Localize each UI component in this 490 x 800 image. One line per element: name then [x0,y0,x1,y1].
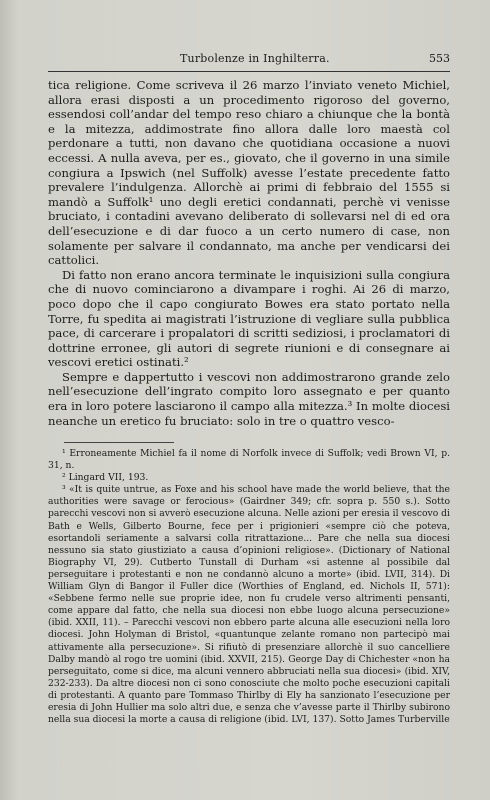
footnote: ¹ Erroneamente Michiel fa il nome di Norfolk invece di Suffolk; vedi Brown VI, p. 31, n. [48,448,450,472]
main-text [48,78,450,428]
footnote-separator [64,442,174,443]
footnote: ² Lingard VII, 193. [62,472,149,484]
running-title: Turbolenze in Inghilterra. [180,52,330,65]
body-paragraph: Sempre e dappertutto i vescovi non addimostrarono grande zelo nell’esecuzione dell’ingrato compito loro assegnato e per quanto era in loro potere lasciarono il campo alla mitezza.³ In molte diocesi neanche un eretico fu bruciato: solo in tre o quattro vesco- [48,369,450,428]
footnote: ³ «It is quite untrue, as Foxe and his school have made the world believe, that the authorities were savage or ferocious» (Gairdner 349; cfr. sopra p. 550 s.). Sotto parecchi vescovi non si avverò esecuzione alcuna. Nelle azioni per eresia il vescovo di Bath e Wells, Gilberto Bourne, fece per i prigionieri «sempre ciò che poteva, esortandoli seriamente a salvarsi colla ritrattazione... Pare che nella sua diocesi nessuno sia stato giustiziato a causa d’opinioni religiose». (Dictionary of National Biography VI, 29). Cutberto Tunstall di Durham «si astenne al possibile dal perseguitare i protestanti e non ne condannò alcuno a morte» (ibid. LVII, 314). Di William Glyn di Bangor il Fuller dice (Worthies of England, ed. Nichols II, 571): «Sebbene fermo nelle sue proprie idee, non fu crudele verso altrimenti pensanti, come appare dal fatto, che nella sua diocesi non ebbe luogo alcuna persecuzione» (ibid. XXII, 11). – Parecchi vescovi non ebbero parte alcuna alle esecuzioni nella loro diocesi. John Holyman di Bristol, «quantunque zelante romano non partecipò mai attivamente alla persecuzione». Si rifiutò di presenziare allorchè il suo cancelliere Dalby mandò al rogo tre uomini (ibid. XXVII, 215). George Day di Chichester «non ha perseguitato, come si dice, ma alcuni vennero abbruciati nella sua diocesi» (ibid. XIV, 232-233). Da altre diocesi non ci sono conosciute che molto poche esecuzioni capitali di protestanti. A quanto pare Tommaso Thirlby di Ely ha sanzionato l’esecuzione per eresia di John Hullier ma solo altri due, e senza che v’avesse parte il Thirlby subirono nella sua diocesi la morte a causa di religione (ibid. LVI, 137). Sotto James Turberville [48,484,450,726]
body-paragraph: Di fatto non erano ancora terminate le inquisizioni sulla congiura che di nuovo cominciarono a divampare i roghi. Ai 26 di marzo, poco dopo che il capo congiurato Bowes era stato portato nella Torre, fu spedita ai magistrati l’istruzione di vegliare sulla pubblica pace, di carcerare i propalatori di scritti sediziosi, i proclamatori di dottrine erronee, gli autori di segrete riunioni e di consegnare ai vescovi eretici ostinati.² [48,267,450,370]
footnotes [48,448,450,726]
page-number: 553 [429,52,450,65]
page-header [48,52,450,68]
header-rule [48,71,450,72]
body-paragraph: tica religione. Come scriveva il 26 marzo l’inviato veneto Michiel, allora erasi disposti a un procedimento rigoroso del governo, essendosi coll’andar del tempo reso chiaro a chiunque che la bontà e la mitezza, addimostrate fino allora dalle loro maestà col perdonare a tutti, non davano che quotidiana occasione a nuovi eccessi. A nulla aveva, per es., giovato, che il governo in una simile congiura a Ipswich (nel Suffolk) avesse l’estate precedente fatto prevalere l’indulgenza. Allorchè ai primi di febbraio del 1555 si mandò a Suffolk¹ uno degli eretici condannati, perchè vi venisse bruciato, i contadini avevano deliberato di sollevarsi nel di ed ora dell’esecuzione e di dar fuoco a un certo numero di case, non solamente per salvare il condannato, ma anche per vendicarsi dei cattolici. [48,78,450,268]
